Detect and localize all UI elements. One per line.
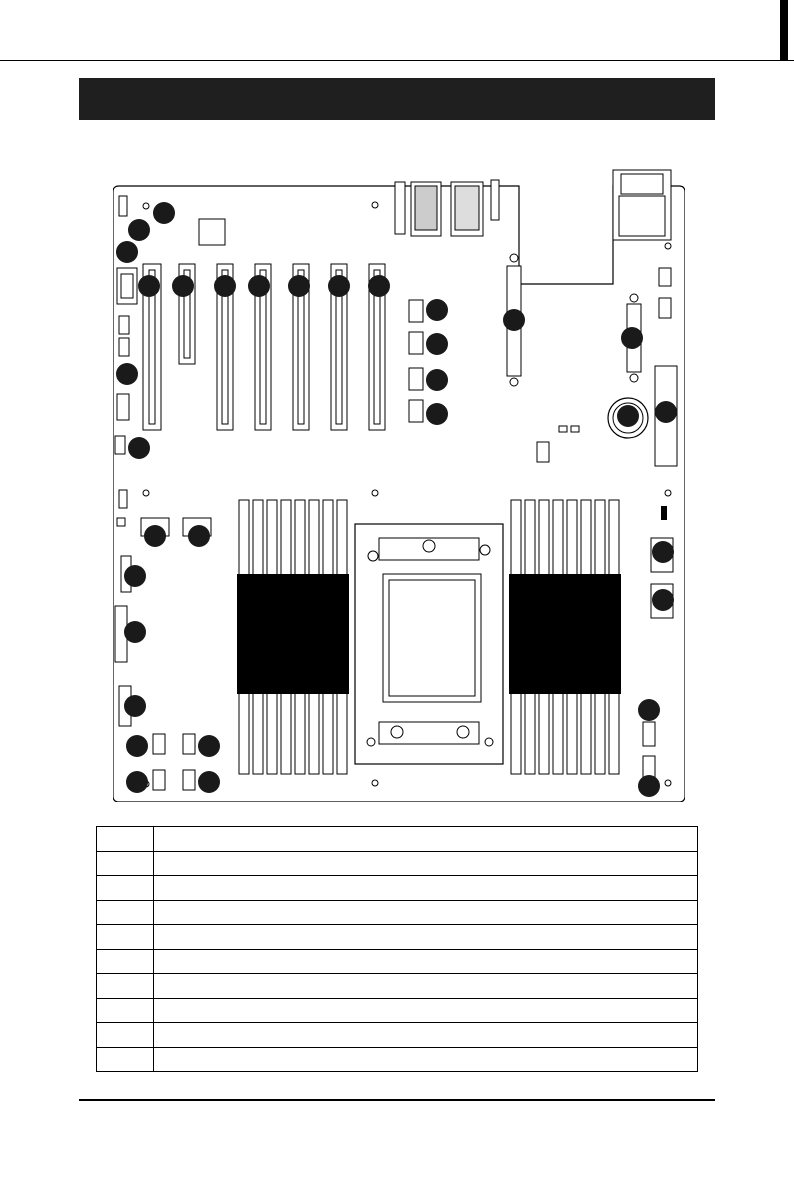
callout-marker [288, 275, 310, 297]
legend-number [97, 876, 154, 901]
legend-number [97, 998, 154, 1023]
callout-marker [426, 369, 448, 391]
callout-marker [124, 695, 146, 717]
legend-description [154, 925, 698, 950]
table-row [97, 876, 698, 901]
legend-description [154, 998, 698, 1023]
callout-marker [652, 541, 674, 563]
table-row [97, 827, 698, 852]
callout-marker [153, 202, 175, 224]
legend-description [154, 900, 698, 925]
bottom-rule [79, 1099, 715, 1101]
callout-marker [655, 401, 677, 423]
table-row [97, 925, 698, 950]
table-row [97, 1023, 698, 1048]
callout-marker [124, 621, 146, 643]
table-row [97, 998, 698, 1023]
legend-number [97, 925, 154, 950]
table-row [97, 851, 698, 876]
callout-marker [426, 299, 448, 321]
legend-number [97, 949, 154, 974]
rear-usb-connector [395, 182, 405, 234]
callout-marker [188, 525, 210, 547]
callout-marker [426, 333, 448, 355]
callout-marker [328, 275, 350, 297]
callout-marker [368, 275, 390, 297]
callout-marker [652, 589, 674, 611]
callout-marker [126, 771, 148, 793]
callout-marker [638, 699, 660, 721]
callout-marker [198, 735, 220, 757]
callout-marker [503, 309, 525, 331]
legend-number [97, 900, 154, 925]
legend-description [154, 1023, 698, 1048]
callout-marker [198, 771, 220, 793]
legend-description [154, 851, 698, 876]
callout-marker [248, 275, 270, 297]
table-row [97, 949, 698, 974]
chapter-tab [780, 0, 788, 61]
legend-number [97, 1047, 154, 1072]
legend-number [97, 974, 154, 999]
callout-marker [128, 219, 150, 241]
callout-marker [638, 775, 660, 797]
table-row [97, 900, 698, 925]
callout-marker [138, 275, 160, 297]
callout-marker [172, 275, 194, 297]
legend-description [154, 949, 698, 974]
cpu-socket [355, 524, 503, 764]
callout-marker [128, 437, 150, 459]
legend-description [154, 827, 698, 852]
callout-marker [617, 405, 639, 427]
section-title-bar [79, 78, 715, 120]
callout-marker [126, 735, 148, 757]
table-row [97, 1047, 698, 1072]
legend-description [154, 876, 698, 901]
legend-number [97, 1023, 154, 1048]
bmc-chip [199, 219, 225, 245]
legend-number [97, 851, 154, 876]
callout-marker [214, 275, 236, 297]
legend-description [154, 974, 698, 999]
motherboard-layout-diagram [113, 166, 685, 802]
callout-marker [144, 525, 166, 547]
callout-marker [116, 363, 138, 385]
callout-marker [621, 327, 643, 349]
legend-table [96, 826, 698, 1072]
top-rule [0, 60, 794, 61]
callout-marker [116, 241, 138, 263]
table-row [97, 974, 698, 999]
callout-marker [426, 403, 448, 425]
legend-number [97, 827, 154, 852]
callout-marker [124, 565, 146, 587]
legend-description [154, 1047, 698, 1072]
